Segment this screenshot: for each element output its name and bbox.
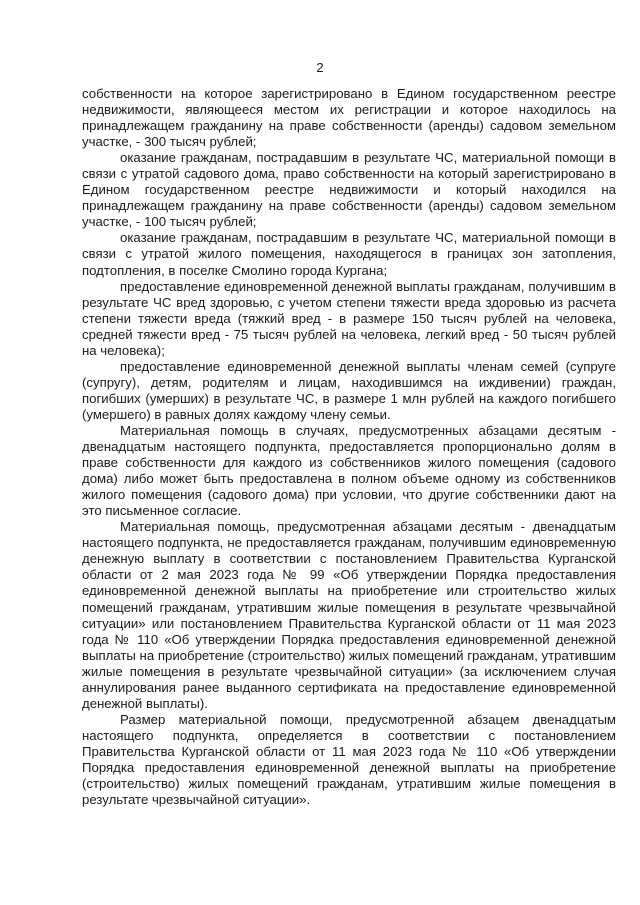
paragraph-7: Материальная помощь, предусмотренная абзацами десятым - двенадцатым настоящего подпункта, не предоставляется гражданам, получившим единовременную денежную выплату в соответствии с постановлением Правительства Курганской области от 2 мая 2023 года № 99 «Об утверждении Порядка предоставления единовременной денежной выплаты на приобретение или строительство жилых помещений гражданам, утратившим жилые помещения в результате чрезвычайной ситуации» или постановлением Правительства Курганской области от 11 мая 2023 года № 110 «Об утверждении Порядка предоставления единовременной денежной выплаты на приобретение (строительство) жилых помещений гражданам, утратившим жилые помещения в результате чрезвычайной ситуации» (за исключением случая аннулирования ранее выданного сертификата на предоставление единовременной денежной выплаты).: [82, 519, 616, 711]
paragraph-8: Размер материальной помощи, предусмотренной абзацем двенадцатым настоящего подпункта, определяется в соответствии с постановлением Правительства Курганской области от 11 мая 2023 года № 110 «Об утверждении Порядка предоставления единовременной денежной выплаты на приобретение (строительство) жилых помещений гражданам, утратившим жилые помещения в результате чрезвычайной ситуации».: [82, 711, 616, 808]
paragraph-4: предоставление единовременной денежной выплаты гражданам, получившим в результате ЧС вред здоровью, с учетом степени тяжести вреда здоровью из расчета степени тяжести вреда (тяжкий вред - в размере 150 тысяч рублей на человека, средней тяжести вред - 75 тысяч рублей на человека, легкий вред - 50 тысяч рублей на человека);: [82, 278, 616, 358]
paragraph-5: предоставление единовременной денежной выплаты членам семей (супруге (супругу), детям, родителям и лицам, находившимся на иждивении) граждан, погибших (умерших) в результате ЧС, в размере 1 млн рублей на каждого погибшего (умершего) в равных долях каждому члену семьи.: [82, 358, 616, 422]
paragraph-1: собственности на которое зарегистрировано в Едином государственном реестре недвижимости, являющееся местом их регистрации и которое находилось на принадлежащем гражданину на праве собственности (аренды) садовом земельном участке, - 300 тысяч рублей;: [82, 86, 616, 150]
document-body: [82, 86, 616, 808]
paragraph-3: оказание гражданам, пострадавшим в результате ЧС, материальной помощи в связи с утратой жилого помещения, находящегося в границах зон затопления, подтопления, в поселке Смолино города Кургана;: [82, 230, 616, 278]
paragraph-6: Материальная помощь в случаях, предусмотренных абзацами десятым - двенадцатым настоящего подпункта, предоставляется пропорционально долям в праве собственности для каждого из собственников жилого помещения (садового дома) либо может быть предоставлена в полном объеме одному из собственников жилого помещения (садового дома) при условии, что другие собственники дают на это письменное согласие.: [82, 422, 616, 519]
paragraph-2: оказание гражданам, пострадавшим в результате ЧС, материальной помощи в связи с утратой садового дома, право собственности на который зарегистрировано в Едином государственном реестре недвижимости и который находился на принадлежащем гражданину на праве собственности (аренды) садовом земельном участке, - 100 тысяч рублей;: [82, 150, 616, 230]
page-number: 2: [316, 60, 324, 75]
